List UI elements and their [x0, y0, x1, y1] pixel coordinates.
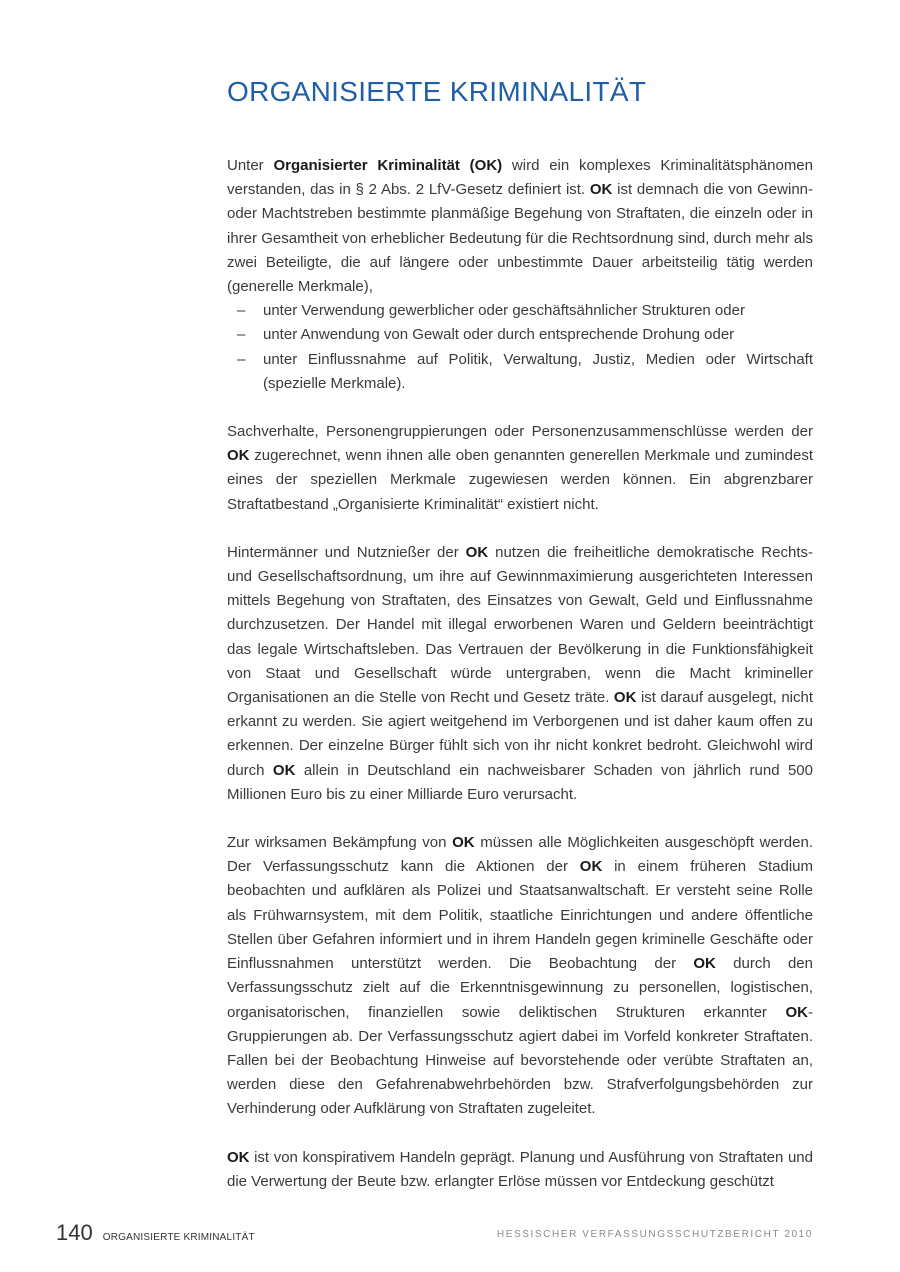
- text-run: wird ein komplexes Kriminalitätsphänomen verstanden, das in § 2 Abs. 2 LfV-Gesetz definiert ist.: [227, 157, 813, 199]
- list-item-text: unter Verwendung gewerblicher oder geschäftsähnlicher Strukturen oder: [263, 302, 745, 320]
- text-run: müssen alle Möglichkeiten ausgeschöpft werden. Der Verfassungsschutz kann die Aktionen der: [227, 834, 813, 876]
- paragraph-impact: [227, 541, 813, 807]
- bold-term: OK: [272, 761, 296, 779]
- criteria-list: [227, 299, 813, 396]
- text-run: Zur wirksamen Bekämpfung von: [227, 834, 453, 852]
- bold-term: Organisierter Kriminalität (OK): [273, 157, 503, 174]
- text-run: ist von konspirativem Handeln geprägt. Planung und Ausführung von Straftaten und die Verwertung der Beute bzw. erlangter Erlöse müssen vor Entdeckung geschützt: [227, 1148, 813, 1190]
- list-item-text: unter Anwendung von Gewalt oder durch entsprechende Drohung oder: [263, 326, 735, 344]
- text-run: ist demnach die von Gewinn- oder Machtstreben bestimmte planmäßige Begehung von Straftaten, die einzeln oder in ihrer Gesamtheit von erheblicher Bedeutung für die Rechtsordnung sind, durch mehr als zwei Beteiligte, die auf längere oder unbestimmte Dauer arbeitsteilig tätig werden (generelle Merkmale),: [227, 181, 813, 296]
- bold-term: OK: [227, 1148, 250, 1166]
- bold-term: OK: [452, 834, 475, 852]
- list-item-text: unter Einflussnahme auf Politik, Verwaltung, Justiz, Medien oder Wirtschaft (spezielle Merkmale).: [263, 350, 813, 392]
- text-run: Unter: [227, 157, 274, 174]
- text-run: zugerechnet, wenn ihnen alle oben genannten generellen Merkmale und zumindest eines der speziellen Merkmale zugewiesen werden können. Ein abgrenzbarer Straftatbestand „Organisierte Kriminalität“ existiert nicht.: [227, 447, 813, 513]
- list-item: [227, 299, 813, 323]
- text-run: allein in Deutschland ein nachweisbarer Schaden von jährlich rund 500 Millionen Euro bis zu einer Milliarde Euro verursacht.: [227, 761, 813, 803]
- bold-term: OK: [465, 543, 489, 561]
- text-run: nutzen die freiheitliche demokratische Rechts- und Gesellschaftsordnung, um ihre auf Gewinnmaximierung ausgerichteten Interessen mittels Begehung von Straftaten, des Einsatzes von Gewalt, Geld und Einflussnahme durchzusetzen. Der Handel mit illegal erworbenen Waren und Geldern beeinträchtigt das legale Wirtschaftsleben. Das Vertrauen der Bevölkerung in die Funktionsfähigkeit von Staat und Gesellschaft würde untergraben, wenn die Macht krimineller Organisationen an die Stelle von Recht und Gesetz träte.: [227, 543, 813, 707]
- text-run: Sachverhalte, Personengruppierungen oder Personenzusammenschlüsse werden der: [227, 423, 813, 441]
- text-run: Hintermänner und Nutznießer der: [227, 543, 466, 561]
- text-run: -Gruppierungen ab. Der Verfassungsschutz agiert dabei im Vorfeld konkreter Straftaten. Fallen bei der Beobachtung Hinweise auf bevorstehende oder verübte Straftaten an, werden diese den Gefahrenabwehrbehörden bzw. Strafverfolgungsbehörden zur Verhinderung oder Aufklärung von Straftaten zugeleitet.: [227, 1003, 813, 1118]
- list-item: [227, 323, 813, 347]
- bold-term: OK: [227, 447, 250, 465]
- paragraph-countermeasures: [227, 831, 813, 1121]
- list-item: [227, 348, 813, 396]
- paragraph-conspiracy: [227, 1146, 813, 1194]
- page-title: ORGANISIERTE KRIMINALITÄT: [227, 76, 647, 107]
- text-run: durch den Verfassungsschutz zielt auf die Erkenntnisgewinnung zu personellen, logistischen, organisatorischen, finanziellen sowie deliktischen Strukturen erkannter: [227, 955, 813, 1021]
- text-run: ist darauf ausgelegt, nicht erkannt zu werden. Sie agiert weitgehend im Verborgenen und ist daher kaum offen zu erkennen. Der einzelne Bürger fühlt sich von ihr nicht konkret bedroht. Gleichwohl wird durch: [227, 689, 813, 779]
- paragraph-classification: [227, 420, 813, 517]
- dash-bullet: –: [237, 326, 246, 344]
- text-run: in einem früheren Stadium beobachten und aufklären als Polizei und Staatsanwaltschaft. Er versteht seine Rolle als Frühwarnsystem, mit dem Politik, staatliche Einrichtungen und andere öffentliche Stellen über Gefahren informiert und in ihrem Handeln gegen kriminelle Geschäfte oder Einflussnahmen unterstützt werden. Die Beobachtung der: [227, 858, 813, 973]
- paragraph-definition: [227, 154, 813, 299]
- dash-bullet: –: [237, 302, 246, 320]
- bold-term: OK: [613, 689, 637, 707]
- footer-left: [56, 1220, 255, 1246]
- footer-publication-title: HESSISCHER VERFASSUNGSSCHUTZBERICHT 2010: [496, 1229, 813, 1240]
- bold-term: OK: [579, 858, 603, 876]
- bold-term: OK: [589, 181, 613, 199]
- dash-bullet: –: [237, 350, 246, 368]
- bold-term: OK: [693, 955, 716, 973]
- footer-section-title: ORGANISIERTE KRIMINALITÄT: [102, 1232, 255, 1243]
- bold-term: OK: [785, 1003, 808, 1021]
- body-text: [227, 154, 813, 1194]
- page-number: 140: [56, 1220, 93, 1245]
